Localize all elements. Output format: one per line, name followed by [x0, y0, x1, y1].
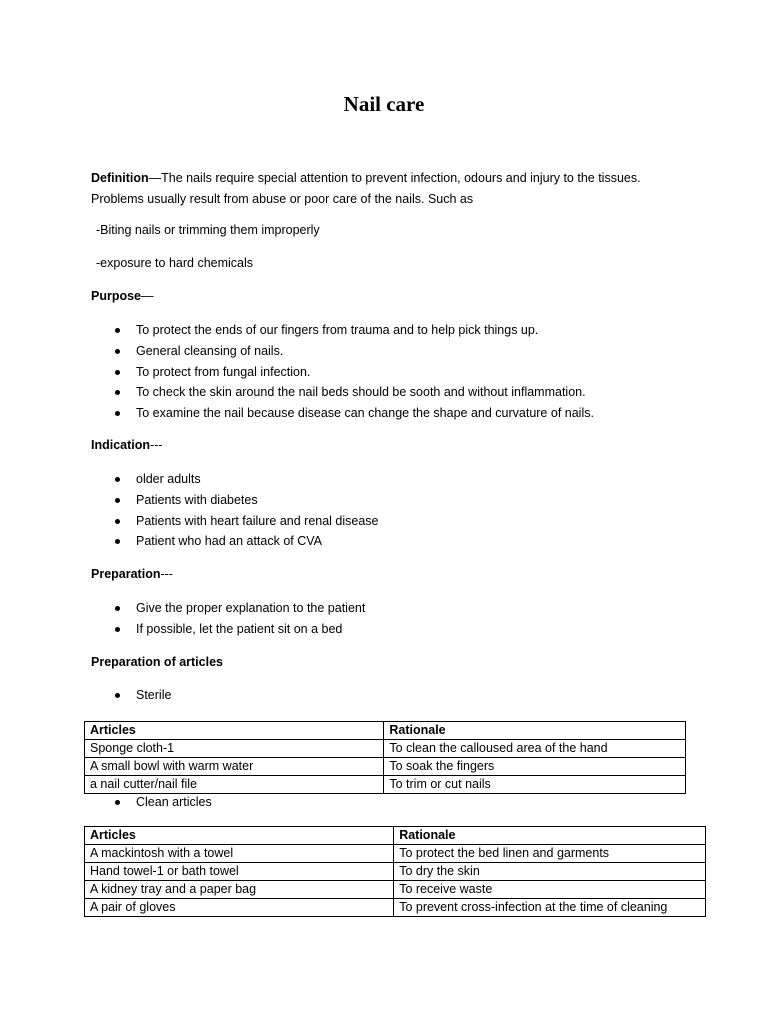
- indication-suffix: ---: [150, 438, 163, 452]
- table-header-row: [85, 722, 686, 740]
- list-item: Patients with diabetes: [0, 490, 379, 511]
- purpose-suffix: —: [141, 289, 154, 303]
- preparation-list: [0, 598, 365, 640]
- table-header-cell: Rationale: [394, 827, 706, 845]
- list-item: Patient who had an attack of CVA: [0, 531, 379, 552]
- cause-item: -exposure to hard chemicals: [96, 256, 254, 270]
- table-cell: To dry the skin: [394, 863, 706, 881]
- clean-label-list: [0, 792, 212, 813]
- definition-text-2: Problems usually result from abuse or poor care of the nails. Such as: [91, 192, 474, 206]
- sterile-label: Sterile: [0, 685, 171, 706]
- list-item: Give the proper explanation to the patient: [0, 598, 365, 619]
- list-item: Patients with heart failure and renal disease: [0, 511, 379, 532]
- list-item: older adults: [0, 469, 379, 490]
- table-cell: To trim or cut nails: [384, 776, 686, 794]
- preparation-label: Preparation: [91, 567, 161, 581]
- clean-articles-table: [84, 826, 706, 917]
- purpose-label: Purpose: [91, 289, 142, 303]
- table-header-cell: Rationale: [384, 722, 686, 740]
- list-item: To examine the nail because disease can change the shape and curvature of nails.: [0, 403, 594, 424]
- table-header-cell: Articles: [85, 722, 384, 740]
- clean-articles-label: Clean articles: [0, 792, 212, 813]
- table-cell: A kidney tray and a paper bag: [85, 881, 394, 899]
- table-row: [85, 740, 686, 758]
- page-title: Nail care: [343, 92, 425, 116]
- table-cell: To protect the bed linen and garments: [394, 845, 706, 863]
- indication-list: [0, 469, 379, 552]
- list-item: General cleansing of nails.: [0, 341, 594, 362]
- table-row: [85, 845, 706, 863]
- table-row: [85, 776, 686, 794]
- table-row: [85, 758, 686, 776]
- table-header-row: [85, 827, 706, 845]
- purpose-list: [0, 320, 594, 424]
- table-cell: A mackintosh with a towel: [85, 845, 394, 863]
- sterile-label-list: [0, 685, 171, 706]
- definition-text-1: —The nails require special attention to prevent infection, odours and injury to the tissues.: [148, 171, 641, 185]
- table-cell: Sponge cloth-1: [85, 740, 384, 758]
- table-cell: a nail cutter/nail file: [85, 776, 384, 794]
- preparation-heading: [91, 567, 173, 581]
- definition-label: Definition: [91, 171, 149, 185]
- list-item: To check the skin around the nail beds should be sooth and without inflammation.: [0, 382, 594, 403]
- list-item: To protect the ends of our fingers from trauma and to help pick things up.: [0, 320, 594, 341]
- table-row: [85, 863, 706, 881]
- list-item: If possible, let the patient sit on a bed: [0, 619, 365, 640]
- table-cell: To receive waste: [394, 881, 706, 899]
- purpose-heading: [91, 289, 154, 303]
- table-cell: To clean the calloused area of the hand: [384, 740, 686, 758]
- table-cell: To soak the fingers: [384, 758, 686, 776]
- articles-heading: Preparation of articles: [91, 655, 223, 669]
- table-cell: A pair of gloves: [85, 899, 394, 917]
- table-cell: To prevent cross-infection at the time of cleaning: [394, 899, 706, 917]
- definition-line-1: [91, 168, 691, 189]
- sterile-articles-table: [84, 721, 686, 794]
- table-row: [85, 899, 706, 917]
- indication-heading: [91, 438, 163, 452]
- preparation-suffix: ---: [160, 567, 173, 581]
- list-item: To protect from fungal infection.: [0, 362, 594, 383]
- indication-label: Indication: [91, 438, 151, 452]
- table-header-cell: Articles: [85, 827, 394, 845]
- cause-item: -Biting nails or trimming them improperly: [96, 223, 320, 237]
- definition-paragraph: [91, 168, 691, 210]
- table-cell: Hand towel-1 or bath towel: [85, 863, 394, 881]
- table-row: [85, 881, 706, 899]
- table-cell: A small bowl with warm water: [85, 758, 384, 776]
